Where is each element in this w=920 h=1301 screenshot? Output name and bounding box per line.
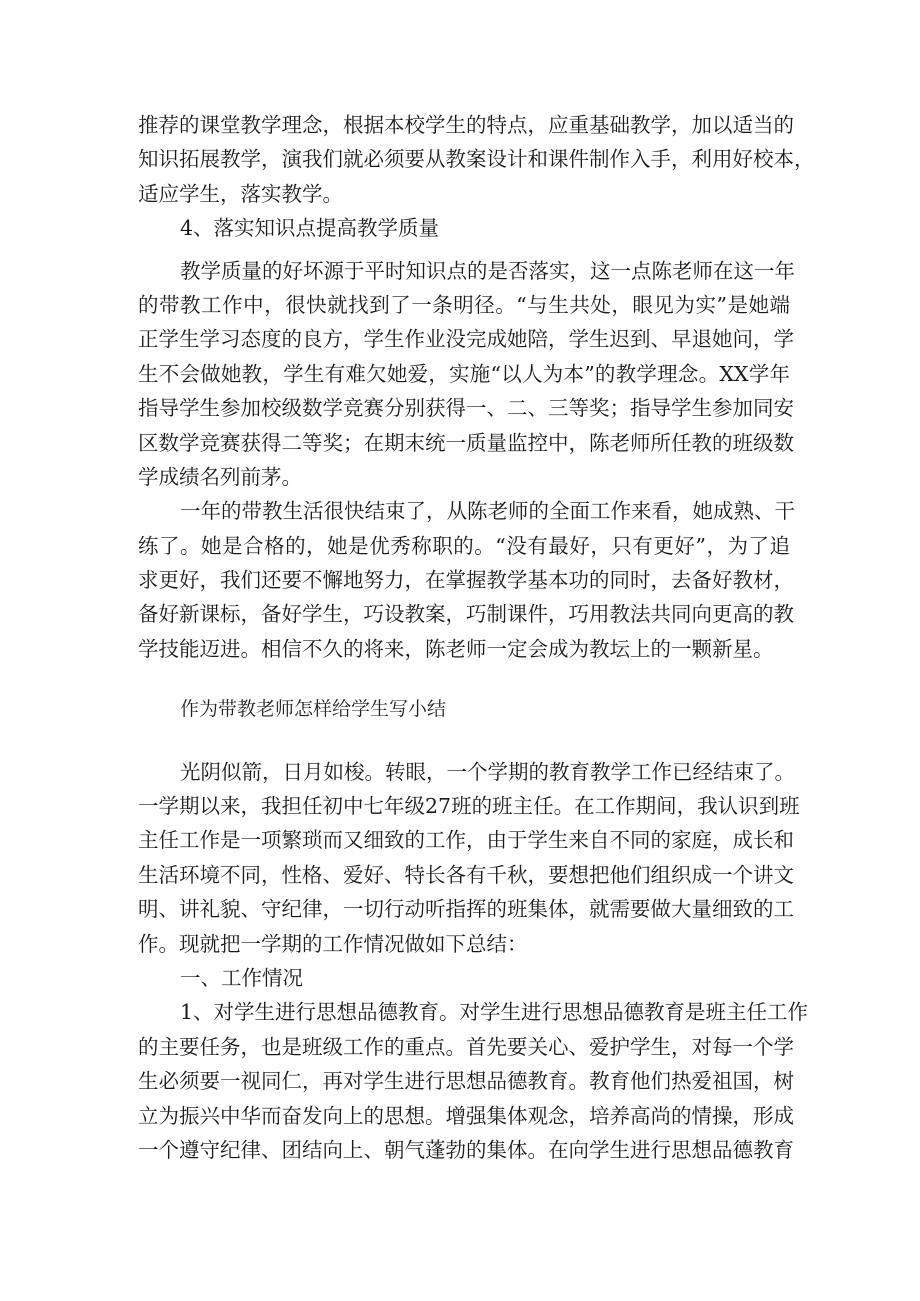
text-line: 一个遵守纪律、团结向上、朝气蓬勃的集体。在向学生进行思想品德教育 <box>138 1137 794 1162</box>
text-line: 1、对学生进行思想品德教育。对学生进行思想品德教育是班主任工作 <box>180 1000 809 1025</box>
text-line: 教学质量的好坏源于平时知识点的是否落实，这一点陈老师在这一年 <box>180 258 795 283</box>
text-line: 指导学生参加校级数学竞赛分别获得一、二、三等奖；指导学生参加同安 <box>138 396 794 421</box>
text-line: 明、讲礼貌、守纪律，一切行动听指挥的班集体，就需要做大量细致的工 <box>138 897 794 922</box>
paragraph-moral <box>138 995 809 1167</box>
text-line: 作。现就把一学期的工作情况做如下总结： <box>138 931 528 956</box>
text-line: 一学期以来，我担任初中七年级27班的班主任。在工作期间，我认识到班 <box>138 794 800 819</box>
text-line: 立为振兴中华而奋发向上的思想。增强集体观念，培养高尚的情操，形成 <box>138 1103 794 1128</box>
paragraph-quality <box>138 254 795 495</box>
text-line: 推荐的课堂教学理念，根据本校学生的特点，应重基础教学，加以适当的 <box>138 113 794 137</box>
text-line: 生必须要一视同仁，再对学生进行思想品德教育。教育他们热爱祖国，树 <box>138 1069 794 1094</box>
text-line: 光阴似箭，日月如梭。转眼，一个学期的教育教学工作已经结束了。 <box>180 759 795 784</box>
text-line: 主任工作是一项繁琐而又细致的工作，由于学生来自不同的家庭，成长和 <box>138 828 794 853</box>
heading-1: 一、工作情况 <box>180 965 303 990</box>
text-line: 学成绩名列前茅。 <box>138 464 302 489</box>
text-line: 生不会做她教，学生有难欠她爱，实施“以人为本”的教学理念。XX学年 <box>138 361 790 386</box>
section-title: 作为带教老师怎样给学生写小结 <box>180 698 447 721</box>
document-page <box>138 108 815 1167</box>
text-line: 知识拓展教学，演我们就必须要从教案设计和课件制作入手，利用好校本， <box>138 147 815 172</box>
text-line: 适应学生，落实教学。 <box>138 181 343 206</box>
text-line: 的带教工作中，很快就找到了一条明径。“与生共处，眼见为实”是她端 <box>138 292 790 317</box>
text-line: 生活环境不同，性格、爱好、特长各有千秋，要想把他们组织成一个讲文 <box>138 862 794 887</box>
paragraph-summary <box>138 494 795 666</box>
heading-4: 4、落实知识点提高教学质量 <box>180 216 440 241</box>
text-line: 正学生学习态度的良方，学生作业没完成她陪，学生迟到、早退她问，学 <box>138 327 794 352</box>
paragraph-opening <box>138 755 800 961</box>
paragraph-intro <box>138 108 815 211</box>
text-line: 学技能迈进。相信不久的将来，陈老师一定会成为教坛上的一颗新星。 <box>138 636 774 661</box>
text-line: 练了。她是合格的，她是优秀称职的。“没有最好，只有更好”，为了追 <box>138 533 790 558</box>
text-line: 求更好，我们还要不懈地努力，在掌握教学基本功的同时，去备好教材， <box>138 568 794 593</box>
text-line: 一年的带教生活很快结束了，从陈老师的全面工作来看，她成熟、干 <box>180 499 795 524</box>
text-line: 备好新课标，备好学生，巧设教案，巧制课件，巧用教法共同向更高的教 <box>138 602 794 627</box>
text-line: 区数学竞赛获得二等奖；在期末统一质量监控中，陈老师所任教的班级数 <box>138 430 794 455</box>
text-line: 的主要任务，也是班级工作的重点。首先要关心、爱护学生，对每一个学 <box>138 1034 794 1059</box>
